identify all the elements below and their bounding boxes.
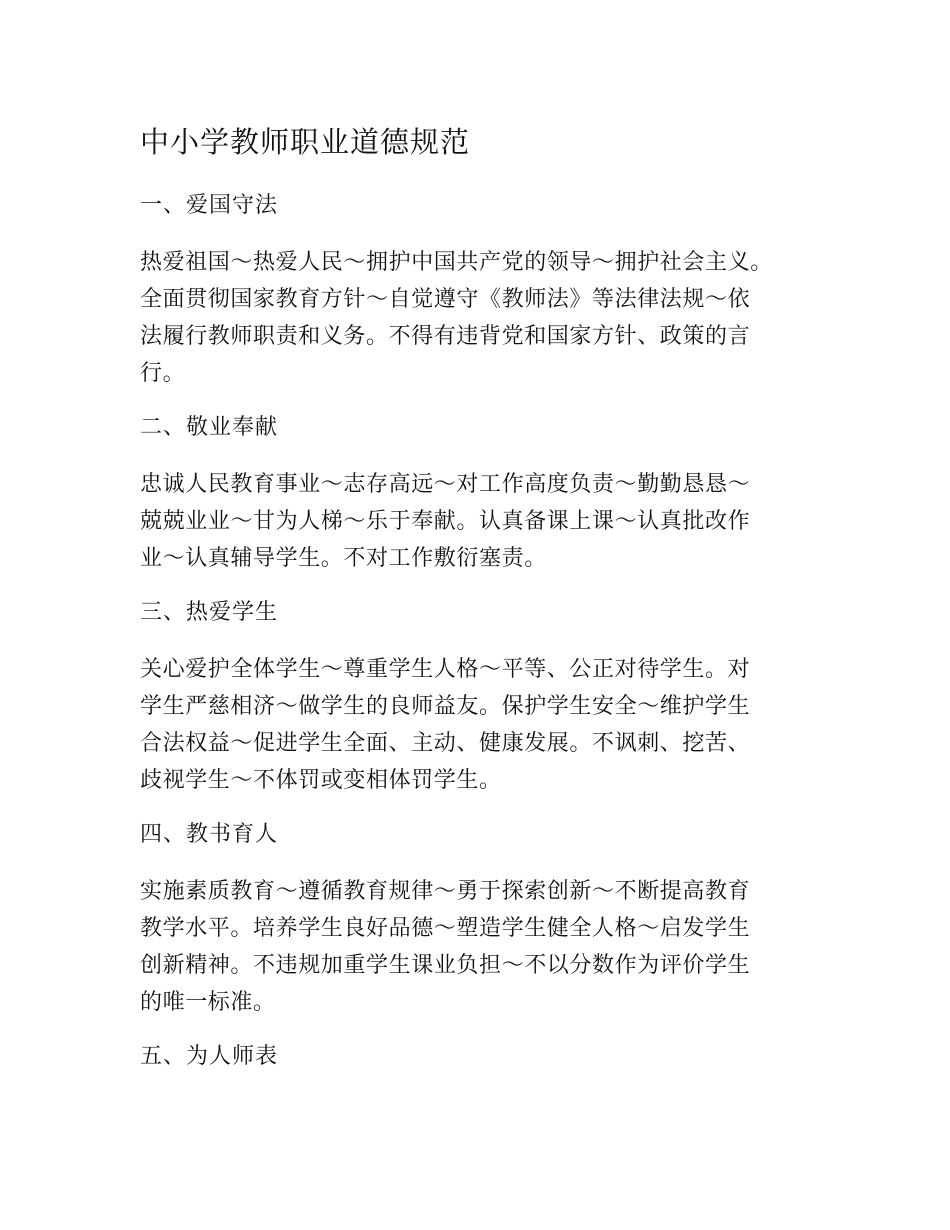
section-paragraph: [140, 651, 820, 799]
paragraph-line: 热爱祖国～热爱人民～拥护中国共产党的领导～拥护社会主义。: [140, 250, 773, 275]
section-paragraph: [140, 244, 820, 392]
paragraph-line: 全面贯彻国家教育方针～自觉遵守《教师法》等法律法规～依: [140, 287, 751, 312]
paragraph-line: 忠诚人民教育事业～志存高远～对工作高度负责～勤勤恳恳～: [140, 472, 751, 497]
paragraph-line: 关心爱护全体学生～尊重学生人格～平等、公正对待学生。对: [140, 657, 751, 682]
paragraph-line: 的唯一标准。: [140, 990, 276, 1015]
document-title: 中小学教师职业道德规范: [140, 125, 471, 159]
paragraph-line: 歧视学生～不体罚或变相体罚学生。: [140, 768, 502, 793]
document-page: [140, 118, 820, 1095]
section-heading: 三、热爱学生: [140, 600, 279, 625]
section-paragraph: [140, 466, 820, 577]
paragraph-line: 创新精神。不违规加重学生课业负担～不以分数作为评价学生: [140, 953, 751, 978]
paragraph-line: 法履行教师职责和义务。不得有违背党和国家方针、政策的言: [140, 324, 751, 349]
section-heading: 一、爱国守法: [140, 193, 279, 218]
section-heading: 四、教书育人: [140, 822, 279, 847]
section-paragraph: [140, 873, 820, 1021]
section-2: [140, 410, 820, 577]
paragraph-line: 合法权益～促进学生全面、主动、健康发展。不讽刺、挖苦、: [140, 731, 751, 756]
paragraph-line: 实施素质教育～遵循教育规律～勇于探索创新～不断提高教育: [140, 879, 751, 904]
paragraph-line: 教学水平。培养学生良好品德～塑造学生健全人格～启发学生: [140, 916, 751, 941]
paragraph-line: 行。: [140, 361, 186, 386]
paragraph-line: 兢兢业业～甘为人梯～乐于奉献。认真备课上课～认真批改作: [140, 509, 751, 534]
section-5: [140, 1039, 820, 1075]
paragraph-line: 业～认真辅导学生。不对工作敷衍塞责。: [140, 546, 547, 571]
section-heading: 五、为人师表: [140, 1044, 279, 1069]
section-3: [140, 595, 820, 799]
paragraph-line: 学生严慈相济～做学生的良师益友。保护学生安全～维护学生: [140, 694, 751, 719]
section-1: [140, 188, 820, 392]
section-4: [140, 817, 820, 1021]
section-heading: 二、敬业奉献: [140, 415, 279, 440]
